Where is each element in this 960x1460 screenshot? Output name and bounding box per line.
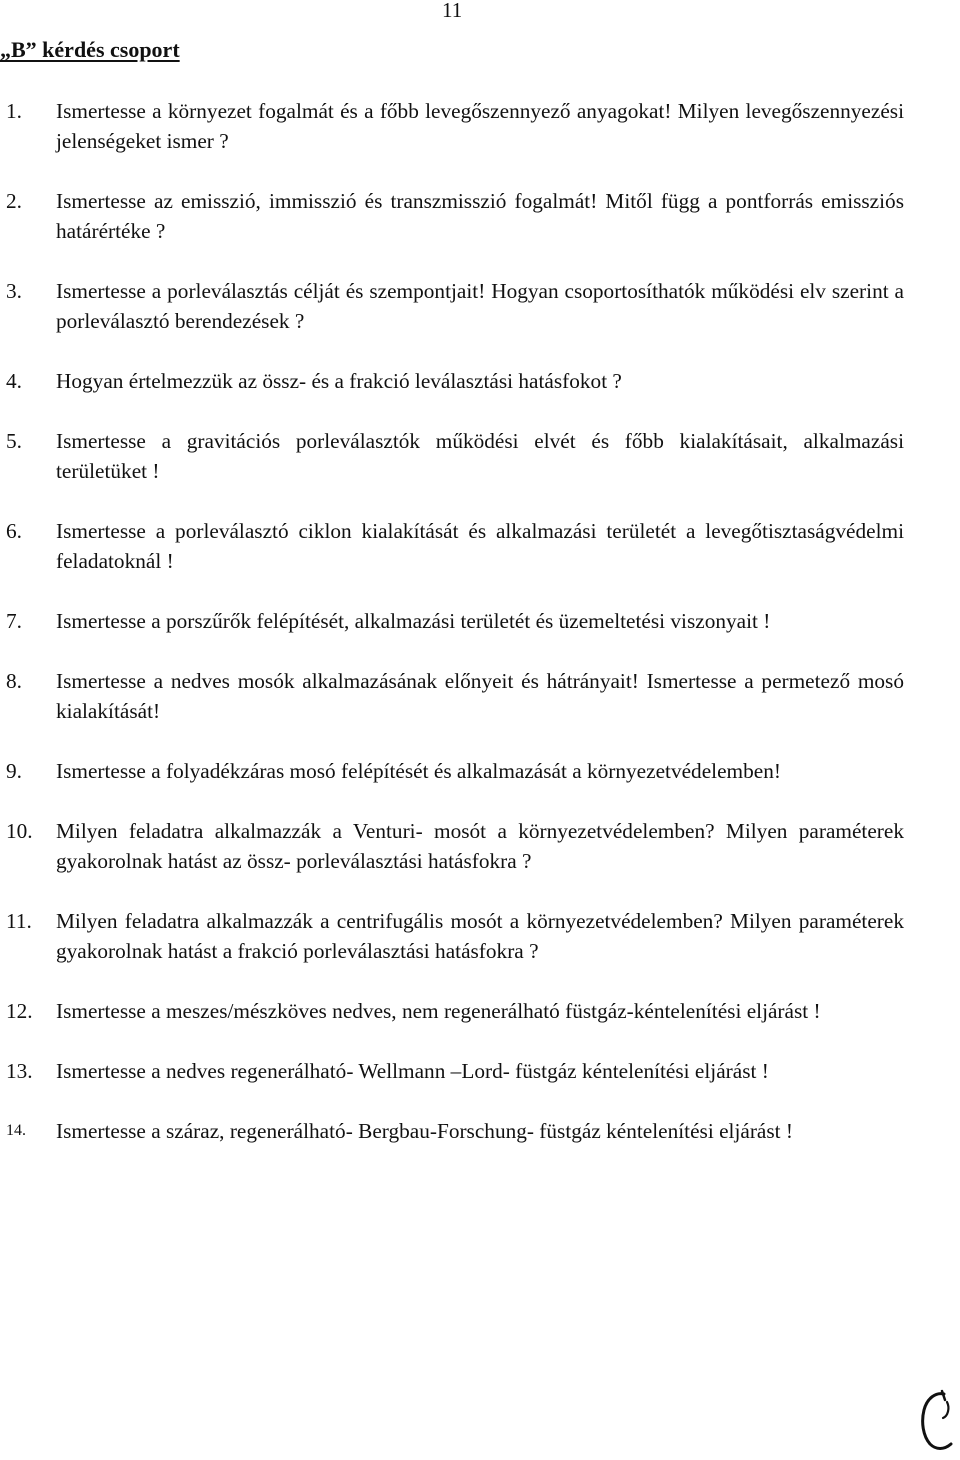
question-text: Ismertesse a nedves regenerálható- Wellmann –Lord- füstgáz kéntelenítési eljárást !	[56, 1059, 769, 1083]
question-item	[0, 996, 960, 1026]
question-text: Ismertesse a porleválasztás célját és szempontjait! Hogyan csoportosíthatók működési elv szerint a porleválasztó berendezések ?	[56, 279, 904, 333]
question-item	[0, 906, 960, 966]
question-item	[0, 666, 960, 726]
question-text: Ismertesse a porszűrők felépítését, alkalmazási területét és üzemeltetési viszonyait !	[56, 609, 771, 633]
question-item	[0, 816, 960, 876]
question-number: 2.	[6, 189, 22, 213]
question-number: 8.	[6, 669, 22, 693]
question-number: 14.	[6, 1122, 26, 1139]
question-list	[0, 96, 960, 1176]
question-number: 9.	[6, 759, 22, 783]
question-item	[0, 366, 960, 396]
question-number: 13.	[6, 1059, 33, 1083]
question-item	[0, 96, 960, 156]
question-number: 5.	[6, 429, 22, 453]
question-item	[0, 1116, 960, 1146]
question-text: Ismertesse a folyadékzáras mosó felépítését és alkalmazását a környezetvédelemben!	[56, 759, 781, 783]
question-text: Milyen feladatra alkalmazzák a Venturi- mosót a környezetvédelemben? Milyen paraméterek gyakorolnak hatást az össz- porleválasztási hatásfokra ?	[56, 819, 904, 873]
question-number: 1.	[6, 99, 22, 123]
question-text: Ismertesse a porleválasztó ciklon kialakítását és alkalmazási területét a levegőtisztaságvédelmi feladatoknál !	[56, 519, 904, 573]
question-number: 11.	[6, 909, 32, 933]
question-number: 12.	[6, 999, 33, 1023]
question-item	[0, 1056, 960, 1086]
page-number: 11	[442, 0, 463, 22]
question-text: Ismertesse a nedves mosók alkalmazásának előnyeit és hátrányait! Ismertesse a permetező mosó kialakítását!	[56, 669, 904, 723]
question-number: 4.	[6, 369, 22, 393]
question-item	[0, 606, 960, 636]
question-item	[0, 276, 960, 336]
question-text: Milyen feladatra alkalmazzák a centrifugális mosót a környezetvédelemben? Milyen paraméterek gyakorolnak hatást a frakció porleválasztási hatásfokra ?	[56, 909, 904, 963]
handwritten-signature	[918, 1388, 956, 1454]
question-text: Ismertesse a gravitációs porleválasztók működési elvét és főbb kialakításait, alkalmazási területüket !	[56, 429, 904, 483]
question-number: 10.	[6, 819, 33, 843]
question-text: Hogyan értelmezzük az össz- és a frakció leválasztási hatásfokot ?	[56, 369, 622, 393]
section-title: „B” kérdés csoport	[0, 37, 180, 62]
question-item	[0, 516, 960, 576]
question-number: 7.	[6, 609, 22, 633]
question-number: 3.	[6, 279, 22, 303]
question-text: Ismertesse a száraz, regenerálható- Bergbau-Forschung- füstgáz kéntelenítési eljárást !	[56, 1119, 793, 1143]
question-item	[0, 186, 960, 246]
question-number: 6.	[6, 519, 22, 543]
question-text: Ismertesse a környezet fogalmát és a főbb levegőszennyező anyagokat! Milyen levegőszennyezési jelenségeket ismer ?	[56, 99, 904, 153]
question-text: Ismertesse a meszes/mészköves nedves, nem regenerálható füstgáz-kéntelenítési eljárást !	[56, 999, 821, 1023]
question-text: Ismertesse az emisszió, immisszió és transzmisszió fogalmát! Mitől függ a pontforrás emissziós határértéke ?	[56, 189, 904, 243]
question-item	[0, 756, 960, 786]
question-item	[0, 426, 960, 486]
